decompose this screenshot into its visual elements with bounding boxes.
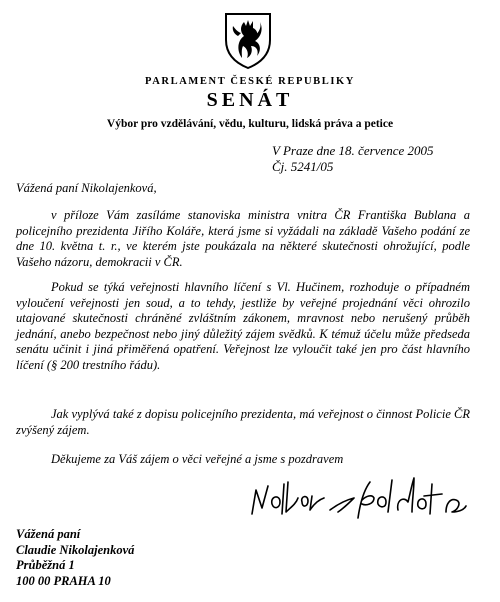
address-line: Claudie Nikolajenková xyxy=(16,542,135,557)
paragraph-public-hearing: Pokud se týká veřejnosti hlavního líčení s Vl. Hučinem, rozhoduje o případném vyloučení veřejnosti jen soud, a to tehdy, jestliže by veřejné projednání věci ohrozilo utajované skutečnosti chráněné zvláštním zákonem, mravnost nebo nerušený průběh jednání, anebo bezpečnost nebo jiný důležitý zájem svědků. K témuž účelu může předseda senátu učinit i jiná přiměřená opatření. Veřejnost lze vyloučit také jen pro část hlavního líčení (§ 200 trestního řádu). xyxy=(16,280,470,372)
address-line: Vážená paní xyxy=(16,527,81,541)
handwritten-signature-icon xyxy=(246,474,470,524)
recipient-address xyxy=(16,527,134,589)
date-reference-block xyxy=(272,143,433,175)
address-line: 100 00 PRAHA 10 xyxy=(16,573,111,588)
paragraph-attachment: v příloze Vám zasíláme stanoviska ministra vnitra ČR Františka Bublana a policejního prezidenta Jiřího Koláře, která jsme si vyžádali na základě Vašeho podání ze dne 10. května t. r., ve kterém jste poukázala na některé skutečnosti ohrožující, podle Vašeho názoru, demokracii v ČR. xyxy=(16,208,470,269)
paragraph-police-interest: Jak vyplývá také z dopisu policejního prezidenta, má veřejnost o činnost Policie ČR zvýšený zájem. xyxy=(16,407,470,437)
committee-title: Výbor pro vzdělávání, vědu, kulturu, lidská práva a petice xyxy=(106,118,394,130)
senate-title: SENÁT xyxy=(206,89,294,111)
place-date: V Praze dne 18. července 2005 xyxy=(272,143,434,158)
address-line: Průběžná 1 xyxy=(16,558,75,572)
czech-lion-emblem-icon xyxy=(222,10,274,70)
parliament-title: PARLAMENT ČESKÉ REPUBLIKY xyxy=(145,76,355,87)
paragraph-closing: Děkujeme za Váš zájem o věci veřejné a jsme s pozdravem xyxy=(51,452,344,466)
salutation: Vážená paní Nikolajenková, xyxy=(16,181,157,195)
reference-number: Čj. 5241/05 xyxy=(272,159,334,174)
